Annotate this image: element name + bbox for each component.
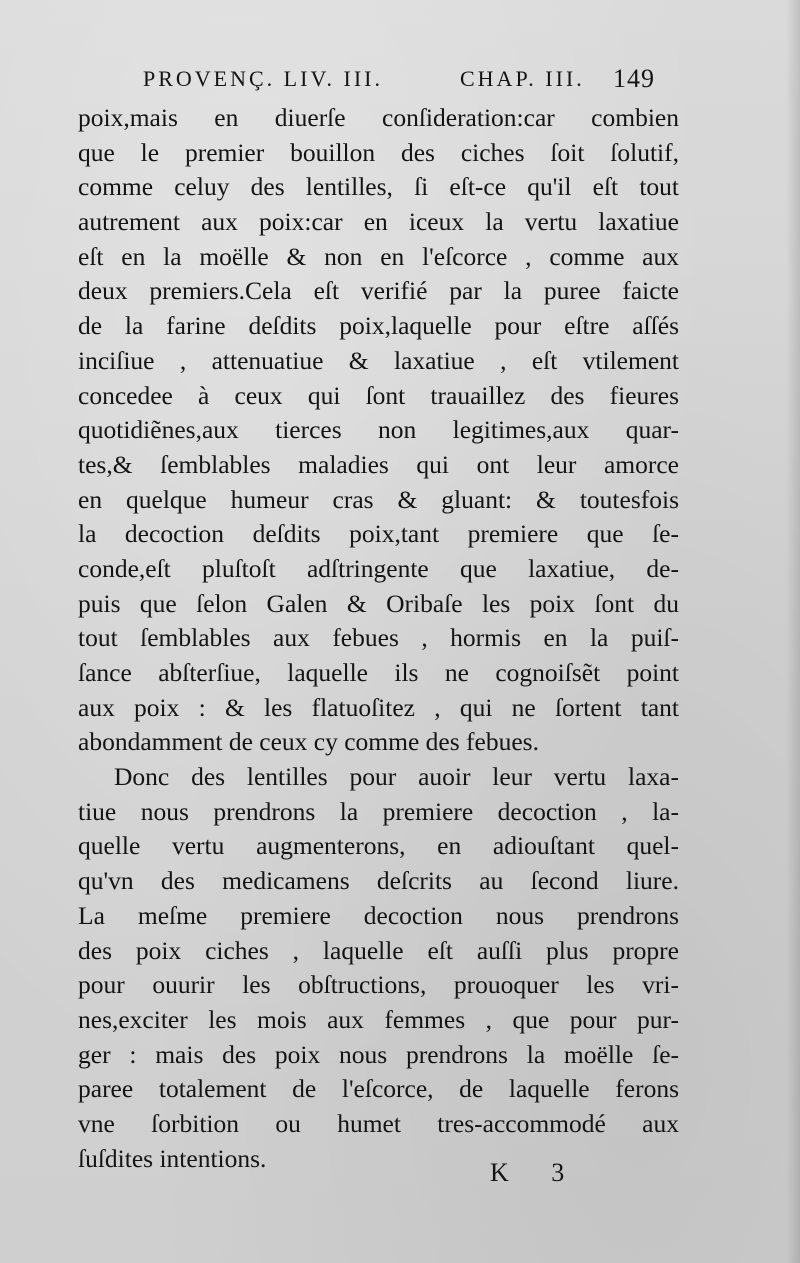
text-line: autrement aux poix:car en iceux la vertu laxatiue (78, 207, 679, 237)
text-line: La meſme premiere decoction nous prendrons (78, 900, 679, 930)
text-line: de la farine deſdits poix,laquelle pour eſtre aſſés (78, 311, 679, 341)
text-line: puis que ſelon Galen & Oribaſe les poix ſont du (78, 588, 679, 618)
text-line: quelle vertu augmenterons, en adiouſtant quel- (78, 831, 679, 861)
running-head-chapter: CHAP. III. (460, 66, 585, 91)
text-line: vne ſorbition ou humet tres-accommodé aux (78, 1108, 679, 1138)
text-line: aux poix : & les flatuoſitez , qui ne ſortent tant (78, 692, 679, 722)
text-line: tiue nous prendrons la premiere decoction , la- (78, 796, 679, 826)
text-line: que le premier bouillon des ciches ſoit ſolutif, (78, 137, 679, 167)
running-head (143, 62, 655, 96)
text-line: en quelque humeur cras & gluant: & toutesfois (78, 484, 679, 514)
page-number: 149 (613, 64, 655, 93)
text-line: Donc des lentilles pour auoir leur vertu laxa- (114, 762, 679, 792)
text-line: nes,exciter les mois aux femmes , que pour pur- (78, 1004, 679, 1034)
text-line: ſuſdites intentions. (78, 1143, 267, 1173)
text-line: pour ouurir les obſtructions, prouoquer les vri- (78, 970, 679, 1000)
text-line: eſt en la moëlle & non en l'eſcorce , comme aux (78, 241, 679, 271)
text-line: quotidiẽnes,aux tierces non legitimes,aux quar- (78, 415, 679, 445)
text-line: conde,eſt pluſtoſt adſtringente que laxatiue, de- (78, 553, 679, 583)
text-line: deux premiers.Cela eſt verifié par la puree faicte (78, 276, 679, 306)
text-line: comme celuy des lentilles, ſi eſt-ce qu'il eſt tout (78, 172, 679, 202)
text-line: poix,mais en diuerſe conſideration:car combien (78, 103, 679, 132)
text-line: ger : mais des poix nous prendrons la moëlle ſe- (78, 1039, 679, 1069)
text-line: tout ſemblables aux febues , hormis en la puiſ- (78, 623, 679, 653)
text-line: des poix ciches , laquelle eſt auſſi plus propre (78, 935, 679, 965)
text-line: tes,& ſemblables maladies qui ont leur amorce (78, 449, 679, 479)
signature-mark: K 3 (490, 1158, 583, 1187)
text-line: ſance abſterſiue, laquelle ils ne cognoiſsẽt point (78, 658, 679, 687)
text-line: la decoction deſdits poix,tant premiere que ſe- (78, 519, 679, 549)
text-line: qu'vn des medicamens deſcrits au ſecond liure. (78, 866, 679, 896)
page-edge-shadow (786, 0, 800, 1263)
body-text (78, 101, 679, 1176)
text-line: abondamment de ceux cy comme des febues. (78, 727, 539, 757)
text-line: concedee à ceux qui ſont trauaillez des fieures (78, 380, 679, 410)
text-line: paree totalement de l'eſcorce, de laquelle ferons (78, 1074, 679, 1104)
text-line: inciſiue , attenuatiue & laxatiue , eſt vtilement (78, 345, 679, 375)
running-head-title: PROVENÇ. LIV. III. (143, 66, 383, 91)
